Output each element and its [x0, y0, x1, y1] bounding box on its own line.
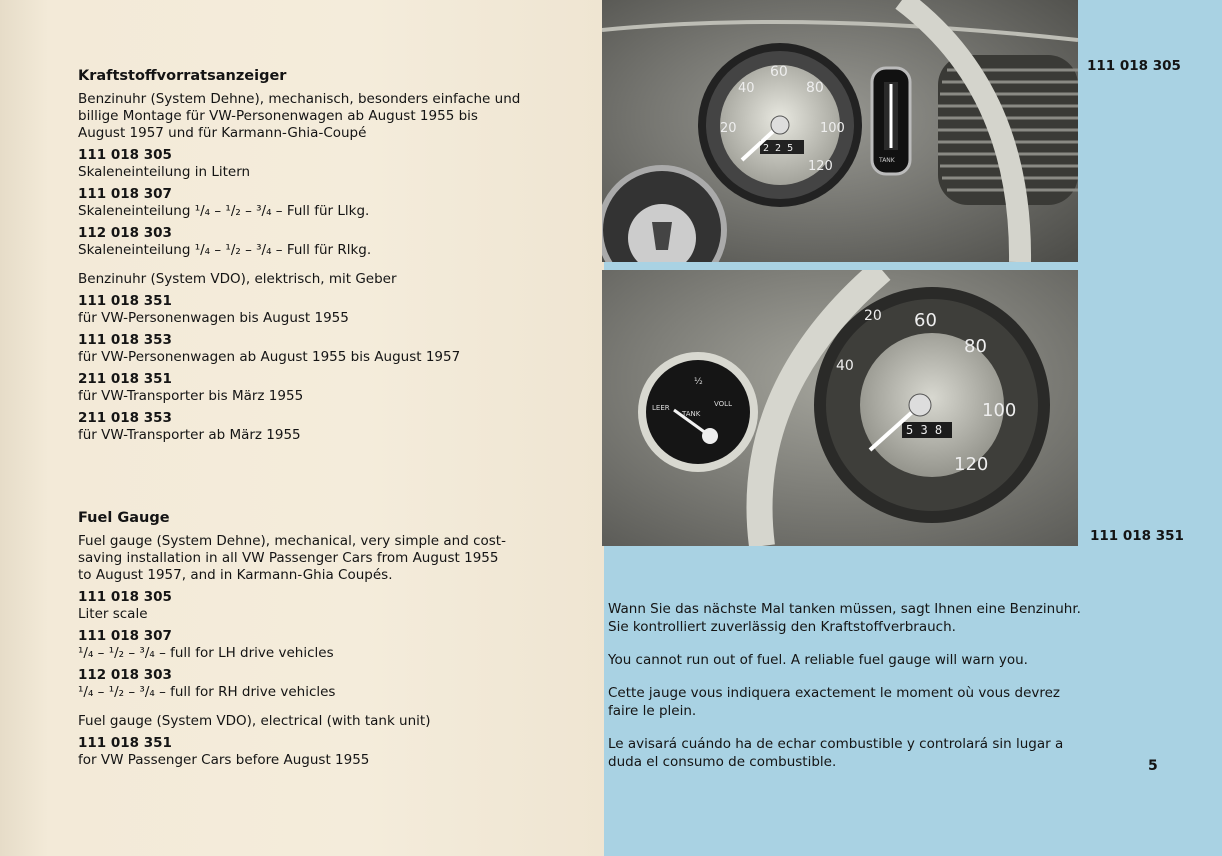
part-description: für VW-Transporter bis März 1955	[78, 388, 304, 404]
dashboard-illustration-bottom	[602, 270, 1078, 546]
german-dehne-item	[78, 225, 558, 259]
speedo-tick-label: 40	[738, 81, 755, 96]
left-page	[0, 0, 604, 856]
gauge-label: TANK	[879, 157, 895, 164]
page-number: 5	[1148, 758, 1158, 774]
english-intro-line: Fuel gauge (System Dehne), mechanical, very simple and cost-	[78, 533, 506, 549]
german-vdo-item	[78, 332, 558, 366]
part-description: Skaleneinteilung in Litern	[78, 164, 251, 180]
part-description: ¹/₄ – ¹/₂ – ³/₄ – full for LH drive vehicles	[78, 645, 334, 661]
odometer-reading: 5 3 8	[906, 423, 943, 437]
part-number: 111 018 353	[78, 332, 172, 348]
english-dehne-item	[78, 628, 558, 662]
dashboard-photo-bottom	[602, 270, 1078, 546]
blurb-english: You cannot run out of fuel. A reliable fuel gauge will warn you.	[608, 652, 1028, 668]
part-number: 211 018 351	[78, 371, 172, 387]
english-intro-line: to August 1957, and in Karmann-Ghia Coupés.	[78, 567, 393, 583]
dashboard-illustration-top	[602, 0, 1078, 262]
german-heading: Kraftstoffvorratsanzeiger	[78, 68, 287, 84]
part-number: 111 018 307	[78, 628, 172, 644]
speedo-tick-label: 20	[864, 308, 882, 324]
german-intro-line: billige Montage für VW-Personenwagen ab August 1955 bis	[78, 108, 478, 124]
speedo-tick-label: 20	[720, 121, 737, 136]
part-description: for VW Passenger Cars before August 1955	[78, 752, 370, 768]
photo-top-label: 111 018 305	[1087, 58, 1181, 74]
german-intro	[78, 91, 558, 142]
multilingual-blurb	[608, 600, 1088, 786]
dehne-fuel-gauge	[872, 68, 910, 174]
english-vdo-item	[78, 735, 558, 769]
speedo-tick-label: 60	[914, 310, 937, 331]
german-dehne-item	[78, 186, 558, 220]
part-number: 111 018 351	[78, 735, 172, 751]
speedometer	[698, 43, 862, 207]
english-dehne-item	[78, 667, 558, 701]
vdo-fuel-gauge	[638, 352, 758, 472]
english-vdo-intro: Fuel gauge (System VDO), electrical (with tank unit)	[78, 713, 431, 729]
part-number: 111 018 307	[78, 186, 172, 202]
german-dehne-item	[78, 147, 558, 181]
german-intro-line: August 1957 und für Karmann-Ghia-Coupé	[78, 125, 367, 141]
part-number: 112 018 303	[78, 667, 172, 683]
english-intro	[78, 533, 558, 584]
blurb-spanish: Le avisará cuándo ha de echar combustible y controlará sin lugar a duda el consumo de combustible.	[608, 736, 1064, 770]
english-section	[78, 510, 558, 769]
german-section	[78, 68, 558, 444]
english-intro-line: saving installation in all VW Passenger Cars from August 1955	[78, 550, 499, 566]
part-description: Skaleneinteilung ¹/₄ – ¹/₂ – ³/₄ – Full für Llkg.	[78, 203, 370, 219]
english-heading: Fuel Gauge	[78, 510, 170, 526]
german-vdo-item	[78, 410, 558, 444]
german-vdo-item	[78, 293, 558, 327]
part-description: für VW-Personenwagen bis August 1955	[78, 310, 349, 326]
odometer-reading: 2 2 5	[763, 143, 794, 154]
part-number: 112 018 303	[78, 225, 172, 241]
part-description: ¹/₄ – ¹/₂ – ³/₄ – full for RH drive vehicles	[78, 684, 336, 700]
speedo-tick-label: 100	[982, 400, 1017, 421]
part-number: 111 018 305	[78, 589, 172, 605]
speedo-tick-label: 40	[836, 358, 854, 374]
photo-bottom-label: 111 018 351	[1090, 528, 1184, 544]
speedometer	[814, 287, 1050, 523]
german-intro-line: Benzinuhr (System Dehne), mechanisch, besonders einfache und	[78, 91, 521, 107]
gauge-full-label: VOLL	[714, 400, 732, 408]
gauge-tank-label: TANK	[682, 410, 701, 418]
gauge-empty-label: LEER	[652, 404, 670, 412]
part-description: für VW-Transporter ab März 1955	[78, 427, 301, 443]
part-number: 111 018 351	[78, 293, 172, 309]
part-number: 211 018 353	[78, 410, 172, 426]
speedo-tick-label: 120	[808, 159, 833, 174]
speedo-tick-label: 100	[820, 121, 845, 136]
blurb-french: Cette jauge vous indiquera exactement le moment où vous devrez faire le plein.	[608, 685, 1061, 719]
part-description: Skaleneinteilung ¹/₄ – ¹/₂ – ³/₄ – Full für Rlkg.	[78, 242, 372, 258]
speedo-tick-label: 80	[806, 80, 824, 96]
blurb-german: Wann Sie das nächste Mal tanken müssen, sagt Ihnen eine Benzinuhr. Sie kontrolliert zuverlässig den Kraftstoffverbrauch.	[608, 601, 1081, 635]
clock-dial	[602, 168, 724, 262]
speedo-tick-label: 120	[954, 454, 989, 475]
gauge-half-label: ½	[694, 377, 703, 387]
german-vdo-intro: Benzinuhr (System VDO), elektrisch, mit Geber	[78, 271, 397, 287]
part-description: Liter scale	[78, 606, 148, 622]
speedo-tick-label: 80	[964, 336, 987, 357]
english-dehne-item	[78, 589, 558, 623]
dashboard-photo-top	[602, 0, 1078, 262]
part-number: 111 018 305	[78, 147, 172, 163]
speedo-tick-label: 60	[770, 64, 788, 80]
german-vdo-item	[78, 371, 558, 405]
part-description: für VW-Personenwagen ab August 1955 bis August 1957	[78, 349, 461, 365]
